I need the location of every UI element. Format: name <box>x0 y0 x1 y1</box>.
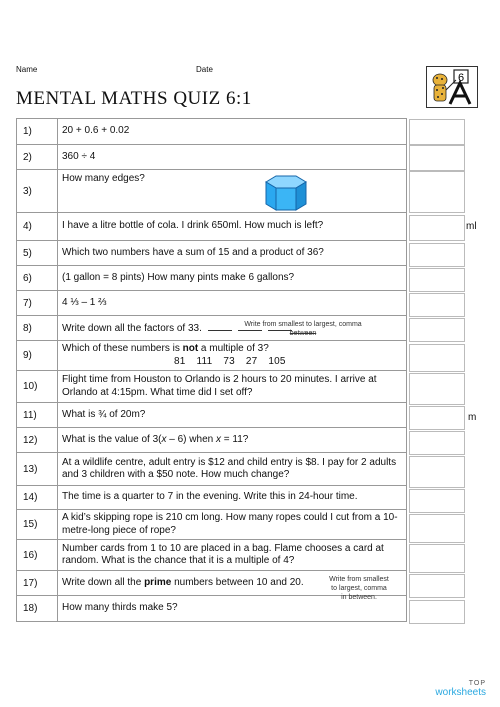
number-option: 73 <box>223 355 235 367</box>
answer-box-15[interactable] <box>409 514 465 543</box>
leopard-teacher-icon <box>426 66 478 108</box>
question-text: I have a litre bottle of cola. I drink 650ml. How much is left? <box>58 213 407 241</box>
table-row <box>17 540 407 571</box>
table-row <box>17 145 407 170</box>
question-text: (1 gallon = 8 pints) How many pints make 6 gallons? <box>58 266 407 291</box>
answer-box-4[interactable] <box>409 215 465 241</box>
unit-label: m <box>468 412 477 423</box>
question-number: 7) <box>17 291 58 316</box>
table-row <box>17 341 407 371</box>
answer-box-3[interactable] <box>409 171 465 213</box>
question-text-strong: prime <box>144 576 172 588</box>
note-line: Write from smallest to largest, comma <box>244 321 362 328</box>
question-number: 16) <box>17 540 58 571</box>
question-text: Number cards from 1 to 10 are placed in a bag. Flame chooses a card at random. What is the chance that it is a multiple of 4? <box>58 540 407 571</box>
logo-number: 6 <box>457 72 465 84</box>
question-number: 15) <box>17 510 58 540</box>
note-line: in between. <box>341 594 377 601</box>
question-number: 11) <box>17 403 58 428</box>
factors-instruction-note <box>226 320 380 338</box>
table-row <box>17 213 407 241</box>
question-number: 4) <box>17 213 58 241</box>
table-row <box>17 428 407 453</box>
answer-box-10[interactable] <box>409 373 465 405</box>
answer-box-11[interactable] <box>409 406 465 430</box>
table-row <box>17 486 407 510</box>
primes-instruction-note <box>318 575 400 602</box>
question-number: 14) <box>17 486 58 510</box>
note-line: between <box>289 330 317 337</box>
question-cell <box>58 428 407 453</box>
question-text-pre: Which of these numbers is <box>62 343 183 354</box>
number-option: 111 <box>196 355 213 367</box>
answer-box-2[interactable] <box>409 145 465 171</box>
question-text: 4 ⅓ – 1 ⅔ <box>58 291 407 316</box>
question-text: 360 ÷ 4 <box>58 145 407 170</box>
hexagonal-prism-icon <box>263 173 309 213</box>
question-text: 20 + 0.6 + 0.02 <box>58 119 407 145</box>
question-number: 17) <box>17 571 58 596</box>
question-number: 10) <box>17 371 58 403</box>
question-text-pre: Write down all the <box>62 576 145 588</box>
question-number: 9) <box>17 341 58 371</box>
answer-box-16[interactable] <box>409 544 465 573</box>
unit-label: ml <box>466 221 477 232</box>
question-text: Write down all the factors of 33. <box>62 322 202 334</box>
question-text: A kid’s skipping rope is 210 cm long. How many ropes could I cut from a 10-metre-long piece of rope? <box>58 510 407 540</box>
question-number: 6) <box>17 266 58 291</box>
question-number: 5) <box>17 241 58 266</box>
variable-x: x <box>215 433 221 445</box>
table-row <box>17 266 407 291</box>
question-number: 3) <box>17 170 58 213</box>
number-options <box>62 356 402 369</box>
question-number: 13) <box>17 453 58 486</box>
question-number: 2) <box>17 145 58 170</box>
question-text-mid: – 6) when <box>166 433 216 445</box>
number-option: 81 <box>174 355 186 367</box>
question-text-pre: What is the value of 3( <box>62 433 162 445</box>
question-number: 1) <box>17 119 58 145</box>
question-text-post: a multiple of 3? <box>198 343 269 354</box>
question-number: 12) <box>17 428 58 453</box>
question-text: The time is a quarter to 7 in the evening. Write this in 24-hour time. <box>58 486 407 510</box>
answer-box-18[interactable] <box>409 600 465 624</box>
note-line: Write from smallest <box>329 576 389 583</box>
answer-box-7[interactable] <box>409 293 465 317</box>
quiz-table <box>16 118 407 622</box>
answer-box-12[interactable] <box>409 431 465 455</box>
question-text: What is ¾ of 20m? <box>58 403 407 428</box>
brand-top-text: TOP <box>468 680 486 687</box>
question-text: How many edges? <box>58 170 407 213</box>
question-text: How many thirds make 5? <box>58 596 407 622</box>
answer-box-9[interactable] <box>409 344 465 372</box>
question-text: Which two numbers have a sum of 15 and a product of 36? <box>58 241 407 266</box>
answer-box-14[interactable] <box>409 489 465 513</box>
question-text-strong: not <box>182 343 199 354</box>
table-row <box>17 119 407 145</box>
number-option: 105 <box>268 355 286 367</box>
question-text: Flight time from Houston to Orlando is 2 hours to 20 minutes. I arrive at Orlando at 4:15pm. What time did I set off? <box>58 371 407 403</box>
table-row <box>17 510 407 540</box>
variable-x: x <box>161 433 167 445</box>
table-row <box>17 403 407 428</box>
answer-box-17[interactable] <box>409 574 465 598</box>
table-row <box>17 241 407 266</box>
answer-box-8[interactable] <box>409 318 465 342</box>
question-number: 8) <box>17 316 58 341</box>
table-row <box>17 170 407 213</box>
question-text-post: = 11? <box>220 433 249 445</box>
question-text-post: numbers between 10 and 20. <box>171 576 304 588</box>
answer-box-1[interactable] <box>409 119 465 145</box>
table-row <box>17 291 407 316</box>
table-row <box>17 371 407 403</box>
number-option: 27 <box>245 355 258 367</box>
page-title: MENTAL MATHS QUIZ 6:1 <box>16 88 252 109</box>
name-label: Name <box>16 65 38 74</box>
question-cell <box>58 341 407 371</box>
brand-logo <box>435 679 486 697</box>
question-text: At a wildlife centre, adult entry is $12 and child entry is $8. I pay for 2 adults and 3 children with a $50 note. How much change? <box>58 453 407 486</box>
logo <box>426 66 478 108</box>
answer-box-6[interactable] <box>409 268 465 292</box>
date-label: Date <box>196 65 213 74</box>
note-line: to largest, comma <box>331 585 387 592</box>
question-number: 18) <box>17 596 58 622</box>
brand-bottom-text: worksheets <box>435 687 486 698</box>
answer-box-13[interactable] <box>409 456 465 488</box>
table-row <box>17 453 407 486</box>
answer-box-5[interactable] <box>409 243 465 267</box>
